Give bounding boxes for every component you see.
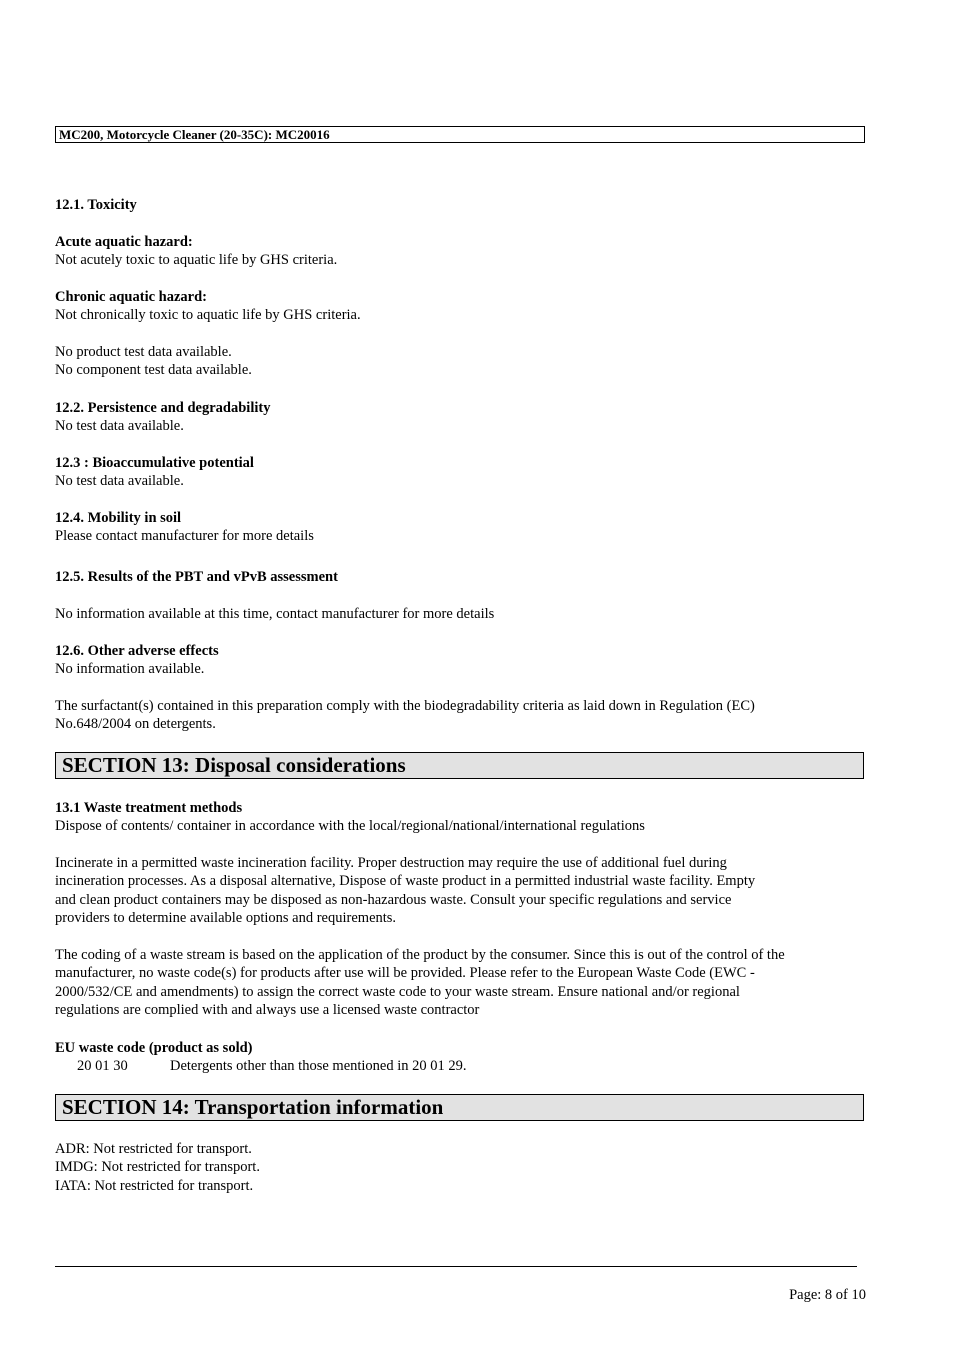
- no-component-data-text: No component test data available.: [55, 362, 252, 379]
- imdg-text: IMDG: Not restricted for transport.: [55, 1159, 260, 1176]
- page-number: Page: 8 of 10: [789, 1287, 866, 1303]
- section-13-title: SECTION 13: Disposal considerations: [55, 752, 864, 779]
- adr-text: ADR: Not restricted for transport.: [55, 1141, 252, 1157]
- waste-coding-paragraph: [55, 946, 867, 1020]
- chronic-aquatic-block: [55, 288, 867, 325]
- test-data-block: [55, 343, 867, 380]
- acute-aquatic-label: Acute aquatic hazard:: [55, 234, 193, 250]
- incinerate-line: Incinerate in a permitted waste incineration facility. Proper destruction may require the use of additional fuel during: [55, 855, 727, 871]
- eu-waste-code-heading: EU waste code (product as sold): [55, 1040, 253, 1056]
- other-effects-text: No information available.: [55, 661, 205, 678]
- surfactant-paragraph: [55, 697, 867, 734]
- footer-divider: [55, 1266, 857, 1267]
- waste-treatment-heading: 13.1 Waste treatment methods: [55, 800, 243, 816]
- waste-treatment-block: [55, 799, 867, 836]
- mobility-heading: 12.4. Mobility in soil: [55, 510, 182, 526]
- surfactant-line: The surfactant(s) contained in this preparation comply with the biodegradability criteria as laid down in Regulation (EC): [55, 698, 755, 714]
- pbt-text: No information available at this time, contact manufacturer for more details: [55, 606, 495, 622]
- waste-treatment-text: Dispose of contents/ container in accordance with the local/regional/national/international regulations: [55, 818, 645, 835]
- transport-block: [55, 1140, 867, 1195]
- incinerate-line: incineration processes. As a disposal alternative, Dispose of waste product in a permitted industrial waste facility. Empty: [55, 873, 756, 890]
- persistence-block: [55, 399, 867, 436]
- coding-line: 2000/532/CE and amendments) to assign the correct waste code to your waste stream. Ensure national and/or regional: [55, 983, 740, 1000]
- surfactant-line: No.648/2004 on detergents.: [55, 716, 216, 733]
- mobility-text: Please contact manufacturer for more details: [55, 528, 314, 545]
- coding-line: The coding of a waste stream is based on the application of the product by the consumer. Since this is out of the control of the: [55, 947, 785, 963]
- bioaccumulative-block: [55, 454, 867, 491]
- no-product-data-text: No product test data available.: [55, 344, 232, 360]
- persistence-text: No test data available.: [55, 418, 184, 435]
- iata-text: IATA: Not restricted for transport.: [55, 1177, 254, 1194]
- eu-waste-code: 20 01 30: [77, 1058, 128, 1074]
- chronic-aquatic-text: Not chronically toxic to aquatic life by GHS criteria.: [55, 307, 361, 324]
- eu-waste-code-description: Detergents other than those mentioned in 20 01 29.: [170, 1058, 467, 1074]
- incinerate-line: providers to determine available options and requirements.: [55, 910, 397, 927]
- bioaccumulative-text: No test data available.: [55, 473, 184, 490]
- coding-line: regulations are complied with and always use a licensed waste contractor: [55, 1002, 480, 1019]
- mobility-block: [55, 509, 867, 546]
- acute-aquatic-text: Not acutely toxic to aquatic life by GHS criteria.: [55, 252, 338, 269]
- acute-aquatic-block: [55, 233, 867, 270]
- document-header: MC200, Motorcycle Cleaner (20-35C): MC20016: [55, 126, 865, 143]
- section-14-title: SECTION 14: Transportation information: [55, 1094, 864, 1121]
- pbt-heading: 12.5. Results of the PBT and vPvB assessment: [55, 569, 338, 585]
- toxicity-heading: 12.1. Toxicity: [55, 197, 137, 213]
- coding-line: manufacturer, no waste code(s) for products after use will be provided. Please refer to the European Waste Code (EWC -: [55, 965, 755, 982]
- persistence-heading: 12.2. Persistence and degradability: [55, 400, 271, 416]
- other-effects-block: [55, 642, 867, 679]
- chronic-aquatic-label: Chronic aquatic hazard:: [55, 289, 207, 305]
- other-effects-heading: 12.6. Other adverse effects: [55, 643, 219, 659]
- incinerate-line: and clean product containers may be disposed as non-hazardous waste. Consult your specific regulations and service: [55, 891, 732, 908]
- incinerate-paragraph: [55, 854, 867, 928]
- bioaccumulative-heading: 12.3 : Bioaccumulative potential: [55, 455, 254, 471]
